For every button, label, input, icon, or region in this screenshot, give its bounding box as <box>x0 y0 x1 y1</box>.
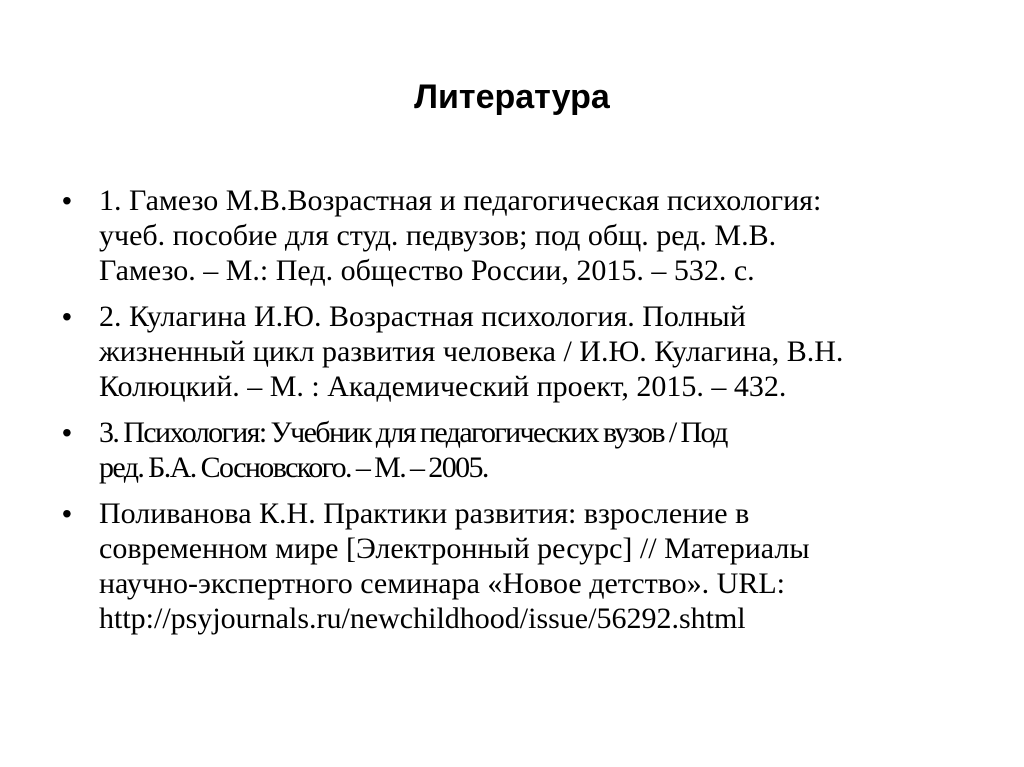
bullet-icon: • <box>62 301 72 332</box>
reference-url: http://psyjournals.ru/newchildhood/issue/56292.shtml <box>99 602 746 635</box>
reference-line: жизненный цикл развития человека / И.Ю. Кулагина, В.Н. <box>99 335 844 368</box>
reference-item-4 <box>62 496 962 636</box>
reference-line: 1. Гамезо М.В.Возрастная и педагогическая психология: <box>99 184 822 217</box>
bullet-icon: • <box>62 185 72 216</box>
reference-line: Гамезо. – М.: Пед. общество России, 2015. – 532. с. <box>99 254 755 287</box>
reference-item-3 <box>62 415 962 485</box>
reference-line: Колюцкий. – М. : Академический проект, 2015. – 432. <box>99 370 787 403</box>
reference-text <box>99 415 962 485</box>
reference-line: 3. Психология: Учебник для педагогических вузов / Под <box>99 416 727 449</box>
reference-list <box>62 183 962 647</box>
bullet-icon: • <box>62 417 71 448</box>
slide-title: Литература <box>414 78 610 116</box>
reference-line: ред. Б.А. Сосновского. – М. – 2005. <box>99 451 488 484</box>
reference-text <box>99 496 962 636</box>
reference-line: 2. Кулагина И.Ю. Возрастная психология. Полный <box>99 300 746 333</box>
reference-item-2 <box>62 299 962 404</box>
reference-line: учеб. пособие для студ. педвузов; под общ. ред. М.В. <box>99 219 777 252</box>
reference-text <box>99 183 962 288</box>
reference-item-1 <box>62 183 962 288</box>
reference-line: современном мире [Электронный ресурс] // Материалы <box>99 532 810 565</box>
reference-line: Поливанова К.Н. Практики развития: взросление в <box>99 497 750 530</box>
reference-text <box>99 299 962 404</box>
bullet-icon: • <box>62 498 72 529</box>
reference-line: научно-экспертного семинара «Новое детство». URL: <box>99 567 786 600</box>
